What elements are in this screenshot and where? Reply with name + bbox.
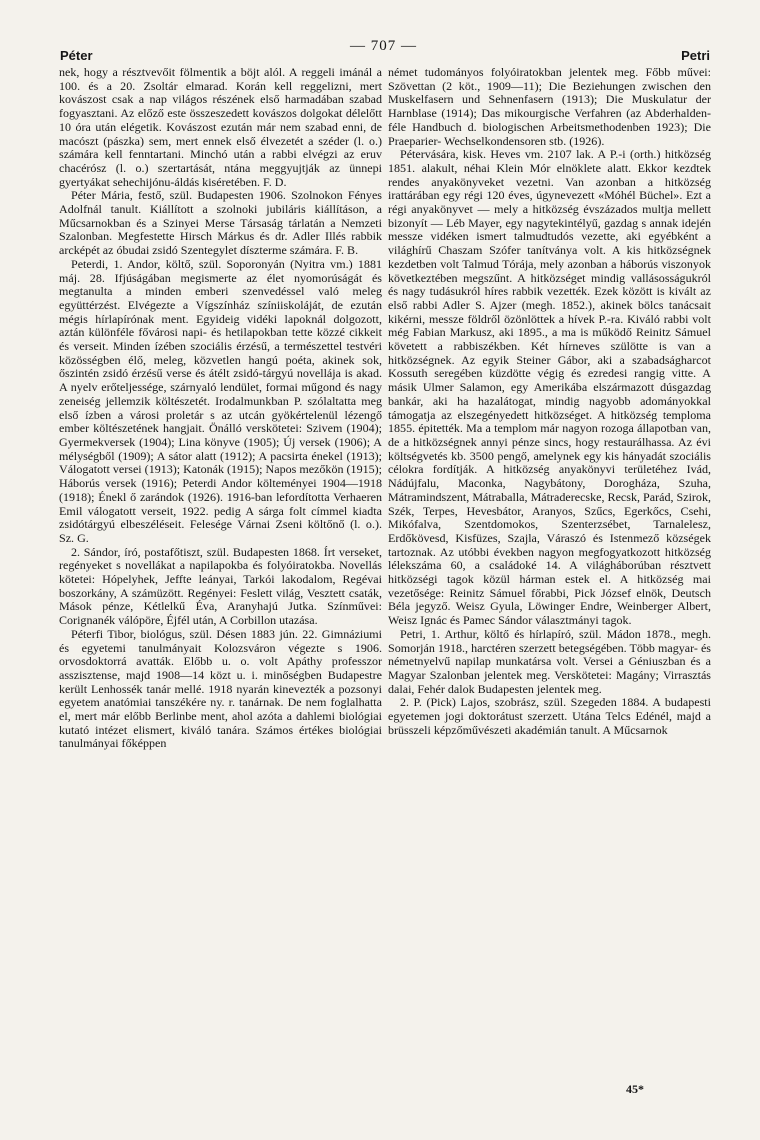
header-left-guideword: Péter [60, 48, 93, 63]
entry-peterfi-tibor: Péterfi Tibor, biológus, szül. Désen 1883 jún. 22. Gimnáziumi és egyetemi tanulmányait Kolozsváron végezte s 1906. orvosdoktorrá avatták. Előbb u. o. volt Apáthy professzor asszisztense, majd 1908—14 közt u. i. minőségben Budapestre került Lenhossék tanár mellé. 1918 nyarán kinevezték a pozsonyi egyetem anatómiai tanszékére ny. r. tanárnak. De nem foglalhatta el, mert már előbb Berlinbe ment, ahol azóta a dahlemi biológiai kutató intézet elismert, kiváló tanára. Számos értékes biológiai tanulmányai főképpen [59, 626, 382, 751]
left-column [59, 66, 382, 1106]
entry-peterdi-andor: Peterdi, 1. Andor, költő, szül. Soporonyán (Nyitra vm.) 1881 máj. 28. Ifjúságában megismerte az élet nyomorúságát és megtanulta a minden emberi szenvedéssel való meleg együttérzést. Elvégezte a Vígszínház színiiskoláját, de ezután mégis hírlapírónak ment. Egyideig vidéki lapoknál dolgozott, aztán különféle fővárosi napi- és hetilapokban tette közzé cikkeit és verseit. Minden ízében szociális érzésű, a természettel testvéri közösségben élő, meleg, közvetlen hangú poéta, akinek sok, őszintén zsidó érzésű verse és átélt zsidó-tárgyú novellája is akad. A nyelv erőteljessége, szárnyaló lendület, formai műgond és nagy zeneiség jellemzik költészetét. Irodalmunkban P. szólaltatta meg első ízben a városi proletár s az utcán gyökértelenül lézengő ember költészetének hangjait. Önálló verskötetei: Szivem (1904); Gyermekversek (1904); Lina könyve (1905); Új versek (1906); A mélységből (1909); A sátor alatt (1912); A pacsirta énekel (1913); Válogatott versei (1913); Katonák (1915); Napos mezőkön (1915); Háborús versek (1916); Peterdi Andor költeményei 1904—1918 (1918); Énekl ő zarándok (1926). 1916-ban lefordította Verhaeren Emil válogatott verseit, 1922. pedig A sárga folt címmel kiadta zsidótárgyú elbeszéléseit. Felesége Várnai Zseni költőnő (l. o.). Sz. G. [59, 256, 382, 545]
running-header [60, 38, 710, 62]
entry-peter-maria: Péter Mária, festő, szül. Budapesten 1906. Szolnokon Fényes Adolfnál tanult. Kiállított a szolnoki jubiláris kiállításon, a Műcsarnokban és a Szinyei Merse Társaság tárlatán a Nemzeti Szalonban. Megfestette Hirsch Márkus és dr. Adler Illés rabbik arcképét az óbudai zsidó Szentegylet díszterme számára. F. B. [59, 188, 382, 258]
entry-text: német tudományos folyóiratokban jelentek meg. Főbb művei: Szövettan (2 köt., 1909—11); Die Beziehungen zwischen den Muskelfasern und Sehnenfasern (1913); Die Muskulatur der Harnblase (1914); Das mikourgische Verfahren (az Abderhalden-féle Handbuch d. biologischen Arbeitsmethodenben 1923); Die Praeparier- Wechselkondensoren stb. (1926). [388, 66, 711, 148]
entry-text: nek, hogy a résztvevőit fölmentik a böjt alól. A reggeli imánál a 100. és a 20. Zsoltár elmarad. Korán kell reggelizni, mert kovászost csak a nap világos részének első harmadában szabad fogyasztani. Az előző este összeszedett kovászos dolgokat délelőtt 10 óra után elégetik. Kovászost ezután már nem szabad enni, de macószt (pászka) sem, mert ennek első élvezetét a széder (l. o.) számára kell fenntartani. Minchó után a rabbi elvégzi az eruv chacérósz (l. o.) szertartását, ntána meggyujtják az ünnepi gyertyákat sehechijónu-áldás kiséretében. F. D. [59, 66, 382, 189]
entry-petervasara: Pétervására, kisk. Heves vm. 2107 lak. A P.-i (orth.) hitközség 1851. alakult, néhai Klein Mór elnöklete alatt. Ekkor kezdtek rendes anyakönyveket vezetni. Van azonban a hitközség irattárában egy régi 120 éves, úgynevezett «Móhél Büchel». Ezt a régi anyakönyvet — mely a hitközség évszázados multja mellett bizonyít — Léb Mayer, egy nagytekintélyű, gazdag s annak idején messze vidéken ismert talmudtudós vezette, aki egyébként a világhírű Chaszam Szófer tanítványa volt. A kis hitközségnek kezdetben volt Talmud Tórája, mely azonban a háborús viszonyok következtében megszűnt. A hitközséget mindig vallásosságukról és nagy tudásukról híres rabbik vezették. Ezek között is kivált az első rabbi Adler S. Ajzer (megh. 1852.), akinek bölcs tanácsait kikérni, messze földről özönlöttek a hívek P.-ra. Kiváló rabbi volt még Fabian Markusz, aki 1895., a ma is működő Reinitz Sámuel követett a rabbiszékben. Két hírneves szülötte is van a hitközségnek. Az egyik Steiner Gábor, aki a szabadságharcot Kossuth seregében küzdötte végig és ezredesi rangig vitte. A másik Ulmer Salamon, egy Amerikába elszármazott dúsgazdag bankár, aki ha hazalátogat, mindig nagyobb adományokkal támogatja az elszegényedett hitközséget. A hitközség temploma 1855. épitették. Ma a templom már nagyon rozoga állapotban van, de a hitközségnek annyi pénze sincs, hogy restaurálhassa. Az évi költségvetés kb. 3500 pengő, amelynek egy kis hányadát szociális célokra fordítják. A hitközség anyakönyvi területéhez Ivád, Nádújfalu, Maconka, Nagybátony, Dorogháza, Szuha, Mátramindszent, Mátraballa, Mátraderecske, Recsk, Parád, Szirok, Szék, Terpes, Hevesbátor, Aranyos, Szűcs, Egerkőcs, Csehi, Mikófalva, Szentdomokos, Szenterzsébet, Tarnalelesz, Erdőkövesd, Kisfüzes, Szajla, Váraszó és Istenmező községek tartoznak. Az utóbbi években nagyon megfogyatkozott hitközség lélekszáma 60, a családoké 14. A világháborúban résztvett hitközségi tagok közül hárman estek el. A hitközség mai vezetősége: Reinitz Sámuel főrabbi, Pick József elnök, Deutsch Béla jegyző. Weisz Gyula, Löwinger Endre, Weinberger Albert, Weisz Ignác és Pamec Sándor választmányi tagok. [388, 147, 711, 628]
entry-petri-arthur: Petri, 1. Arthur, költő és hírlapíró, szül. Mádon 1878., megh. Somorján 1918., harctéren szerzett betegségében. Több magyar- és németnyelvű napilap munkatársa volt. Versei a Géniuszban és a Magyar Szalonban jelentek meg. Verskötetei: Magány; Virrasztás dalai, Fehér dalok Budapesten jelentek meg. [388, 626, 711, 696]
header-right-guideword: Petri [681, 48, 710, 63]
entry-petri-lajos: 2. P. (Pick) Lajos, szobrász, szül. Szegeden 1884. A budapesti egyetemen jogi doktorátust szerzett. Utána Telcs Edénél, majd a brüsszeli képzőművészeti akadémián tanult. A Műcsarnok [388, 695, 711, 737]
entry-peterdi-sandor: 2. Sándor, író, postafőtiszt, szül. Budapesten 1868. Írt verseket, regényeket s novellákat a napilapokba és folyóiratokba. Novellás kötetei: Hópelyhek, Jeffte leányai, Tarkói lakodalom, Regévai boszorkány, A számüzött. Regényei: Feslett világ, Vesztett csaták, Mások pénze, Kétlelkű Éva, Aranyhajú Jutka. Színművei: Corignanék válópöre, Éjfél után, A Corbillon utazása. [59, 544, 382, 628]
page-number: — 707 — [350, 38, 417, 54]
right-column [388, 66, 711, 1106]
signature-mark: 45* [626, 1082, 644, 1096]
